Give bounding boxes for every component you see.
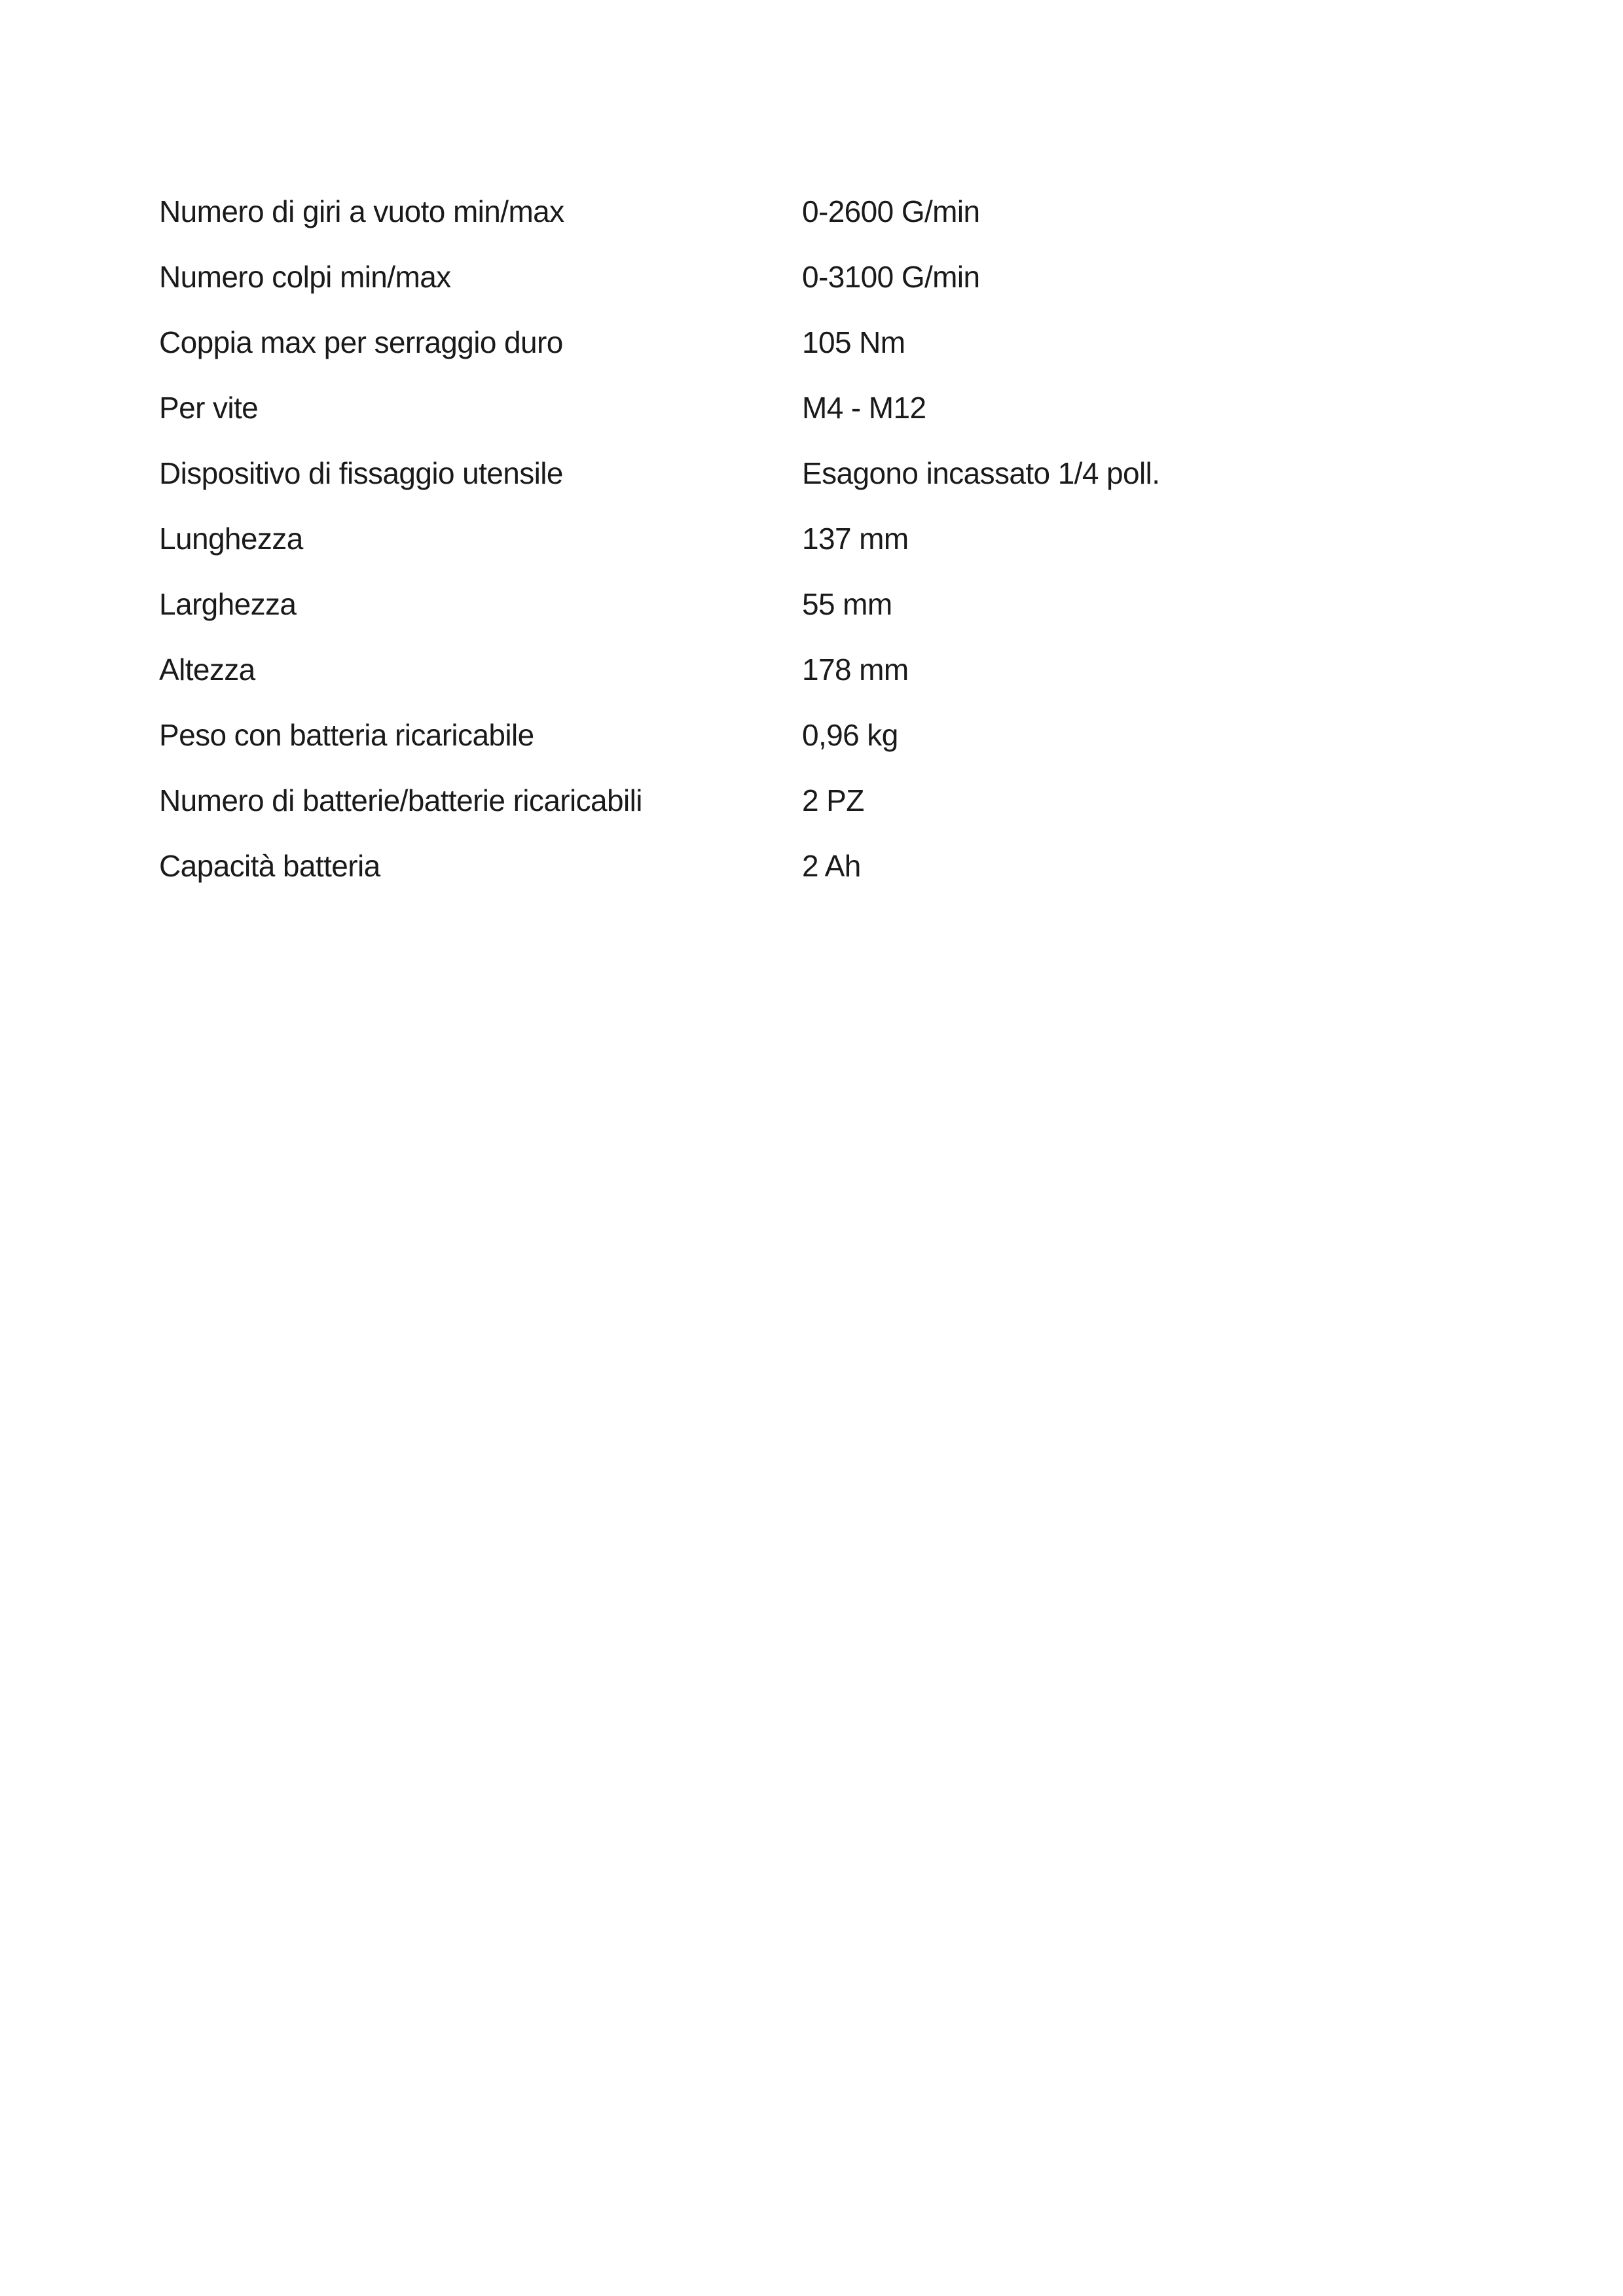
- spec-value: Esagono incassato 1/4 poll.: [802, 456, 1160, 490]
- spec-value: 137 mm: [802, 521, 909, 556]
- spec-label: Lunghezza: [159, 521, 303, 556]
- spec-table: [159, 179, 1488, 899]
- spec-value: 55 mm: [802, 586, 892, 621]
- spec-value: 178 mm: [802, 652, 909, 687]
- spec-label: Numero di batterie/batterie ricaricabili: [159, 783, 642, 817]
- spec-row: [159, 571, 1488, 637]
- spec-label: Numero di giri a vuoto min/max: [159, 194, 564, 228]
- spec-row: [159, 637, 1488, 702]
- spec-value: 0,96 kg: [802, 717, 898, 752]
- spec-label: Larghezza: [159, 586, 297, 621]
- spec-value: 0-2600 G/min: [802, 194, 980, 228]
- spec-row: [159, 179, 1488, 244]
- spec-row: [159, 440, 1488, 506]
- spec-label: Peso con batteria ricaricabile: [159, 717, 534, 752]
- spec-value: M4 - M12: [802, 390, 926, 425]
- spec-label: Coppia max per serraggio duro: [159, 325, 563, 359]
- spec-label: Per vite: [159, 390, 259, 425]
- spec-value: 2 Ah: [802, 848, 861, 883]
- spec-label: Capacità batteria: [159, 848, 380, 883]
- spec-row: [159, 702, 1488, 768]
- spec-row: [159, 768, 1488, 833]
- spec-value: 0-3100 G/min: [802, 259, 980, 294]
- spec-row: [159, 833, 1488, 899]
- spec-label: Dispositivo di fissaggio utensile: [159, 456, 563, 490]
- spec-value: 2 PZ: [802, 783, 864, 817]
- spec-row: [159, 244, 1488, 310]
- spec-label: Altezza: [159, 652, 255, 687]
- spec-row: [159, 506, 1488, 571]
- spec-row: [159, 375, 1488, 440]
- spec-row: [159, 310, 1488, 375]
- spec-value: 105 Nm: [802, 325, 905, 359]
- spec-label: Numero colpi min/max: [159, 259, 451, 294]
